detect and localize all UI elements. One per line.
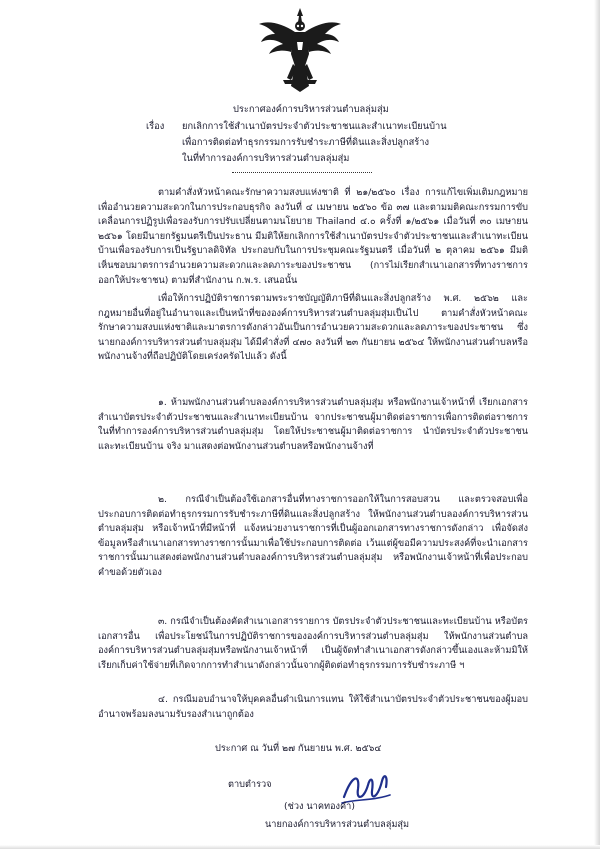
paragraph-3: ๑. ห้ามพนักงานส่วนตำบลองค์การบริหารส่วนตำบลลุ่มสุ่ม หรือพนักงานเจ้าหน้าที่ เรียกเอกสารสำเนาบัตรประจำตัวประชาชนและสำเนาทะเบียนบ้าน จากประชาชนผู้มาติดต่อราชการเพื่อการติดต่อราชการ ในที่ทำการองค์การบริหารส่วนตำบลลุ่มสุ่ม โดยให้ประชาชนผู้มาติดต่อราชการ นำบัตรประจำตัวประชาชน และทะเบียนบ้าน จริง มาแสดงต่อพนักงานส่วนตำบลหรือพนักงานจ้างที่ — [98, 397, 528, 452]
subject-label: เรื่อง — [146, 121, 165, 132]
issuer-title: ประกาศองค์การบริหารส่วนตำบลลุ่มสุ่ม — [233, 104, 389, 115]
announcement-date: ประกาศ ณ วันที่ ๒๗ กันยายน พ.ศ. ๒๕๖๔ — [215, 743, 382, 754]
checked-by-label: ตาบตำรวจ — [228, 779, 272, 790]
signer-title: นายกองค์การบริหารส่วนตำบลลุ่มสุ่ม — [265, 819, 410, 830]
separator-dots — [232, 172, 372, 173]
subject-line-2: เพื่อการติดต่อทำธุรกรรมการรับชำระภาษีที่ดินและสิ่งปลูกสร้าง — [182, 137, 429, 148]
garuda-emblem-icon — [255, 6, 345, 96]
scan-shadow-bottom — [0, 845, 600, 849]
paragraph-5: ๓. กรณีจำเป็นต้องคัดสำเนาเอกสารรายการ บัตรประจำตัวประชาชนและทะเบียนบ้าน หรือบัตรเอกสารอื่น เพื่อประโยชน์ในการปฏิบัติราชการขององค์การบริหารส่วนตำบลลุ่มสุ่ม ให้พนักงานส่วนตำบลองค์การบริหารส่วนตำบลลุ่มสุ่มหรือพนักงานเจ้าหน้าที่ เป็นผู้จัดทำสำเนาเอกสารดังกล่าวขึ้นเองและห้ามมิให้เรียกเก็บค่าใช้จ่ายที่เกิดจากการทำสำเนาดังกล่าวนั้นจากผู้ติดต่อทำธุรกรรมการรับชำระภาษี ฯ — [98, 616, 528, 671]
paragraph-4: ๒. กรณีจำเป็นต้องใช้เอกสารอื่นที่ทางราชการออกให้ในการสอบสวน และตรวจสอบเพื่อประกอบการติดต่อทำธุรกรรมการรับชำระภาษีที่ดินและสิ่งปลูกสร้าง ให้พนักงานส่วนตำบลองค์การบริหารส่วนตำบลลุ่มสุ่ม หรือเจ้าหน้าที่มีหน้าที่ แจ้งหน่วยงานราชการที่เป็นผู้ออกเอกสารทางราชการดังกล่าว เพื่อจัดส่งข้อมูลหรือสำเนาเอกสารทางราชการนั้นมาเพื่อใช้ประกอบการติดต่อ เว้นแต่ผู้ขอมีความประสงค์ที่จะนำเอกสารราชการนั้นมาแสดงต่อพนักงานส่วนตำบลองค์การบริหารส่วนตำบลลุ่มสุ่ม หรือพนักงานเจ้าหน้าที่เพื่อประกอบคำขอด้วยตัวเอง — [98, 494, 528, 578]
paragraph-2: เพื่อให้การปฏิบัติราชการตามพระราชบัญญัติภาษีที่ดินและสิ่งปลูกสร้าง พ.ศ. ๒๕๖๒ และกฎหมายอื่นที่อยู่ในอำนาจและเป็นหน้าที่ขององค์การบริหารส่วนตำบลลุ่มสุ่มเป็นไป ตามคำสั่งหัวหน้าคณะรักษาความสงบแห่งชาติและมาตรการดังกล่าวอันเป็นการอำนวยความสะดวกและลดภาระของประชาชน ซึ่งนายกองค์การบริหารส่วนตำบลลุ่มสุ่ม ได้มีคำสั่งที่ ๔๗๐ ลงวันที่ ๒๓ กันยายน ๒๕๖๔ ให้พนักงานส่วนตำบลหรือพนักงานจ้างที่ถือปฏิบัติโดยเคร่งครัดไปแล้ว ดังนี้ — [98, 293, 528, 363]
paragraph-6: ๔. กรณีมอบอำนาจให้บุคคลอื่นดำเนินการแทน ให้ใช้สำเนาบัตรประจำตัวประชาชนของผู้มอบอำนาจพร้อมลงนามรับรองสำเนาถูกต้อง — [98, 694, 528, 720]
subject-line-1: ยกเลิกการใช้สำเนาบัตรประจำตัวประชาชนและสำเนาทะเบียนบ้าน — [182, 121, 447, 132]
signer-name: (ช่วง นาคทองคำ) — [284, 801, 355, 812]
scan-shadow-right — [594, 0, 600, 849]
paragraph-1: ตามคำสั่งหัวหน้าคณะรักษาความสงบแห่งชาติ ที่ ๒๑/๒๕๖๐ เรื่อง การแก้ไขเพิ่มเติมกฎหมายเพื่ออำนวยความสะดวกในการประกอบธุรกิจ ลงวันที่ ๔ เมษายน ๒๕๖๐ ข้อ ๓๗ และตามมติคณะกรรมการขับเคลื่อนการปฏิรูปเพื่อรองรับการปรับเปลี่ยนตามนโยบาย Thailand ๔.๐ ครั้งที่ ๑/๒๕๖๑ เมื่อวันที่ ๓๐ เมษายน ๒๕๖๑ โดยมีนายกรัฐมนตรีเป็นประธาน มีมติให้ยกเลิกการใช้สำเนาบัตรประจำตัวประชาชนและสำเนาทะเบียนบ้านเพื่อรองรับการเป็นรัฐบาลดิจิทัล ประกอบกับในการประชุมคณะรัฐมนตรี เมื่อวันที่ ๒ ตุลาคม ๒๕๖๑ มีมติเห็นชอบมาตรการอำนวยความสะดวกและลดภาระของประชาชน (การไม่เรียกสำเนาเอกสารที่ทางราชการออกให้ประชาชน) ตามที่สำนักงาน ก.พ.ร. เสนอนั้น — [98, 187, 528, 286]
subject-line-3: ในที่ทำการองค์การบริหารส่วนตำบลลุ่มสุ่ม — [182, 153, 350, 164]
